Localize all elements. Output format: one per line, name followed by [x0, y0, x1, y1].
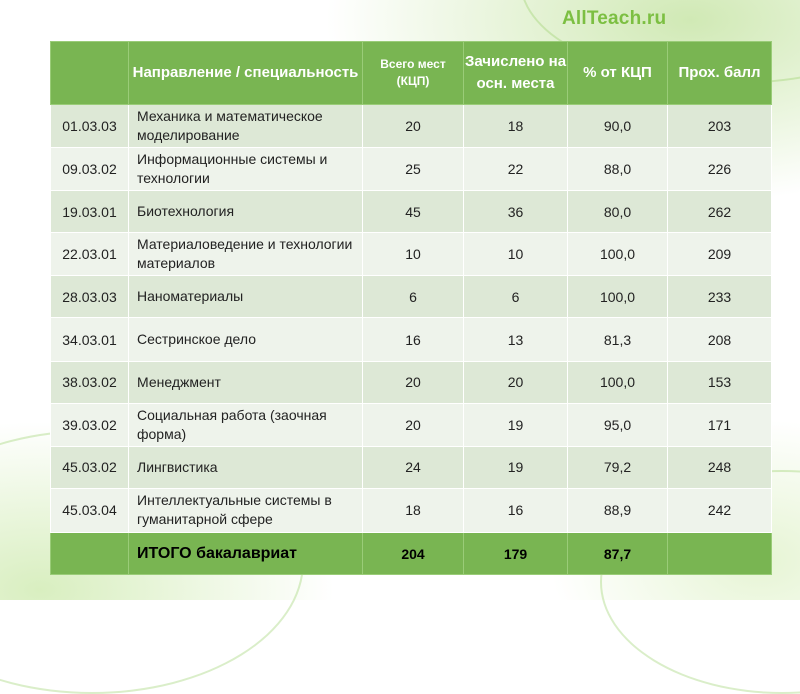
cell-name: Наноматериалы [129, 276, 363, 318]
header-percent: % от КЦП [568, 42, 668, 105]
cell-score: 208 [668, 318, 772, 361]
table-row [51, 233, 772, 276]
cell-percent: 81,3 [568, 318, 668, 361]
cell-name: Социальная работа (заочная форма) [129, 403, 363, 446]
cell-percent: 100,0 [568, 276, 668, 318]
cell-enrolled: 18 [464, 105, 568, 148]
cell-name: Лингвистика [129, 446, 363, 488]
cell-code: 45.03.02 [51, 446, 129, 488]
cell-score: 242 [668, 488, 772, 532]
cell-score: 209 [668, 233, 772, 276]
cell-code: 28.03.03 [51, 276, 129, 318]
cell-percent: 90,0 [568, 105, 668, 148]
cell-total: 20 [363, 105, 464, 148]
cell-total: 16 [363, 318, 464, 361]
cell-total: 20 [363, 361, 464, 403]
cell-name: Информационные системы и технологии [129, 148, 363, 191]
cell-code: 01.03.03 [51, 105, 129, 148]
cell-enrolled: 10 [464, 233, 568, 276]
table-total-row [51, 533, 772, 575]
cell-enrolled: 19 [464, 446, 568, 488]
table-header-row [51, 42, 772, 105]
cell-enrolled: 13 [464, 318, 568, 361]
cell-total: 45 [363, 191, 464, 233]
brand-logo-text: AllTeach.ru [562, 8, 667, 29]
table-row [51, 488, 772, 532]
total-places: 204 [363, 533, 464, 575]
table-row [51, 403, 772, 446]
cell-total: 20 [363, 403, 464, 446]
table-row [51, 105, 772, 148]
cell-score: 203 [668, 105, 772, 148]
table-row [51, 446, 772, 488]
header-pass-score: Прох. балл [668, 42, 772, 105]
cell-total: 24 [363, 446, 464, 488]
cell-total: 10 [363, 233, 464, 276]
cell-score: 171 [668, 403, 772, 446]
cell-percent: 100,0 [568, 361, 668, 403]
header-total-places: Всего мест (КЦП) [363, 42, 464, 105]
cell-name: Биотехнология [129, 191, 363, 233]
table-row [51, 148, 772, 191]
cell-name: Менеджмент [129, 361, 363, 403]
cell-name: Сестринское дело [129, 318, 363, 361]
cell-percent: 100,0 [568, 233, 668, 276]
cell-code: 45.03.04 [51, 488, 129, 532]
table-row [51, 318, 772, 361]
admission-table [50, 41, 772, 575]
cell-score: 233 [668, 276, 772, 318]
header-direction: Направление / специальность [129, 42, 363, 105]
cell-name: Материаловедение и технологии материалов [129, 233, 363, 276]
cell-score: 248 [668, 446, 772, 488]
cell-code: 09.03.02 [51, 148, 129, 191]
cell-total: 25 [363, 148, 464, 191]
cell-percent: 88,9 [568, 488, 668, 532]
cell-code: 38.03.02 [51, 361, 129, 403]
cell-enrolled: 36 [464, 191, 568, 233]
cell-code: 22.03.01 [51, 233, 129, 276]
cell-percent: 80,0 [568, 191, 668, 233]
cell-score: 226 [668, 148, 772, 191]
cell-enrolled: 19 [464, 403, 568, 446]
cell-enrolled: 16 [464, 488, 568, 532]
cell-name: Механика и математическое моделирование [129, 105, 363, 148]
cell-percent: 95,0 [568, 403, 668, 446]
cell-code: 19.03.01 [51, 191, 129, 233]
cell-percent: 88,0 [568, 148, 668, 191]
table-row [51, 276, 772, 318]
cell-enrolled: 22 [464, 148, 568, 191]
cell-score: 262 [668, 191, 772, 233]
header-code [51, 42, 129, 105]
header-enrolled: Зачислено на осн. места [464, 42, 568, 105]
cell-enrolled: 6 [464, 276, 568, 318]
cell-enrolled: 20 [464, 361, 568, 403]
total-label: ИТОГО бакалавриат [129, 533, 363, 575]
cell-code: 39.03.02 [51, 403, 129, 446]
table-row [51, 191, 772, 233]
cell-name: Интеллектуальные системы в гуманитарной сфере [129, 488, 363, 532]
table-row [51, 361, 772, 403]
cell-percent: 79,2 [568, 446, 668, 488]
total-percent: 87,7 [568, 533, 668, 575]
total-score [668, 533, 772, 575]
cell-total: 6 [363, 276, 464, 318]
total-code [51, 533, 129, 575]
cell-code: 34.03.01 [51, 318, 129, 361]
total-enrolled: 179 [464, 533, 568, 575]
cell-total: 18 [363, 488, 464, 532]
cell-score: 153 [668, 361, 772, 403]
